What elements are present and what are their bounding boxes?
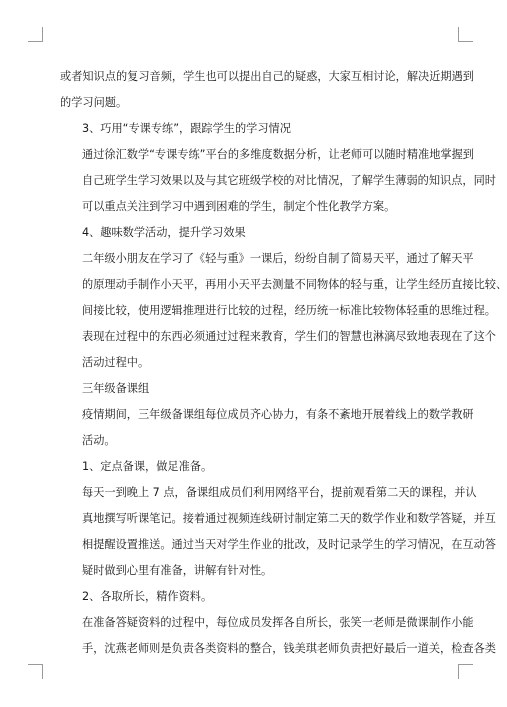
text-line: 可以重点关注到学习中遇到困难的学生，制定个性化教学方案。 bbox=[82, 200, 396, 213]
heading-text: 三年级备课组 bbox=[82, 382, 150, 395]
text-line: 间接比较，使用逻辑推理进行比较的过程，经历统一标准比较物体轻重的思维过程。 bbox=[82, 304, 496, 317]
text-line: 的原理动手制作小天平，再用小天平去测量不同物体的轻与重，让学生经历直接比较、 bbox=[82, 278, 507, 291]
crop-mark-bottom-right bbox=[458, 664, 473, 679]
crop-mark-bottom-left bbox=[28, 664, 43, 679]
crop-mark-top-left bbox=[28, 27, 43, 42]
text-line: 表现在过程中的东西必须通过过程来教育，学生们的智慧也淋漓尽致地表现在了这个 bbox=[82, 330, 496, 343]
paragraph-platform-analysis bbox=[60, 142, 496, 220]
text-line: 在准备答疑资料的过程中，每位成员发挥各自所长，张笑一老师是微课制作小能 bbox=[82, 616, 474, 629]
heading-text: 3、巧用“专课专练”，跟踪学生的学习情况 bbox=[82, 122, 291, 135]
section-heading-1 bbox=[60, 454, 444, 480]
paragraph-continuation bbox=[60, 64, 474, 116]
text-line: 自己班学生学习效果以及与其它班级学校的对比情况，了解学生薄弱的知识点，同时 bbox=[82, 174, 496, 187]
text-line: 每天一到晚上 7 点，备课组成员们利用网络平台，提前观看第二天的课程，并认 bbox=[82, 486, 477, 499]
paragraph-daily-prep bbox=[60, 480, 496, 584]
section-heading-grade3 bbox=[60, 376, 444, 402]
text-line: 活动。 bbox=[82, 434, 116, 447]
crop-mark-top-right bbox=[458, 27, 473, 42]
text-line: 的学习问题。 bbox=[60, 96, 128, 109]
heading-text: 2、各取所长，精作资料。 bbox=[82, 590, 213, 603]
text-line: 活动过程中。 bbox=[82, 356, 150, 369]
text-line: 通过徐汇数学“专课专练”平台的多维度数据分析，让老师可以随时精准地掌握到 bbox=[82, 148, 474, 161]
text-line: 真地撰写听课笔记。接着通过视频连线研讨制定第二天的数学作业和数学答疑，并互 bbox=[82, 512, 496, 525]
text-line: 疑时做到心里有准备，讲解有针对性。 bbox=[82, 564, 273, 577]
heading-text: 4、趣味数学活动，提升学习效果 bbox=[82, 226, 246, 239]
heading-text: 1、定点备课，做足准备。 bbox=[82, 460, 213, 473]
section-heading-4 bbox=[60, 220, 444, 246]
text-line: 或者知识点的复习音频，学生也可以提出自己的疑惑，大家互相讨论，解决近期遇到 bbox=[60, 70, 474, 83]
text-line: 手，沈燕老师则是负责各类资料的整合，钱美琪老师负责把好最后一道关，检查各类 bbox=[82, 642, 496, 655]
text-line: 相提醒设置推送。通过当天对学生作业的批改，及时记录学生的学习情况，在互动答 bbox=[82, 538, 496, 551]
document-body bbox=[60, 64, 507, 662]
section-heading-3 bbox=[60, 116, 444, 142]
paragraph-grade3-intro bbox=[60, 402, 474, 454]
paragraph-balance-activity bbox=[60, 246, 507, 376]
section-heading-2 bbox=[60, 584, 444, 610]
paragraph-materials bbox=[60, 610, 496, 662]
text-line: 疫情期间，三年级备课组每位成员齐心协力，有条不紊地开展着线上的数学教研 bbox=[82, 408, 474, 421]
text-line: 二年级小朋友在学习了《轻与重》一课后，纷纷自制了简易天平，通过了解天平 bbox=[82, 252, 474, 265]
